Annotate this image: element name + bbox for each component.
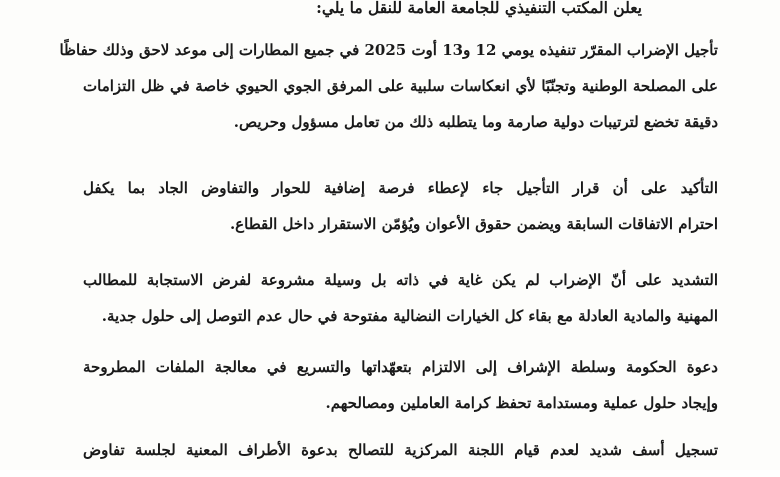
paragraph-line: التأكيد على أن قرار التأجيل جاء لإعطاء فرصة إضافية للحوار والتفاوض الجاد بما يكفل	[83, 179, 718, 197]
paragraph-government-call	[83, 358, 718, 430]
paragraph-line: التشديد على أنّ الإضراب لم يكن غاية في ذاته بل وسيلة مشروعة لفرض الاستجابة للمطالب	[83, 271, 718, 289]
paragraph-line: على المصلحة الوطنية وتجنّبًا لأي انعكاسات سلبية على المرفق الجوي الحيوي خاصة في ظل التزامات	[83, 77, 718, 95]
paragraph-strike-purpose	[83, 271, 718, 343]
paragraph-line: تأجيل الإضراب المقرّر تنفيذه يومي 12 و13 أوت 2025 في جميع المطارات إلى موعد لاحق وذلك حفاظًا	[59, 41, 718, 59]
paragraph-line: دقيقة تخضع لترتيبات دولية صارمة وما يتطلبه ذلك من تعامل مسؤول وحريص.	[233, 113, 718, 131]
paragraph-regret	[83, 441, 718, 477]
paragraph-line: دعوة الحكومة وسلطة الإشراف إلى الالتزام بتعهّداتها والتسريع في معالجة الملفات المطروحة	[83, 358, 718, 376]
paragraph-line: تسجيل أسف شديد لعدم قيام اللجنة المركزية للتصالح بدعوة الأطراف المعنية لجلسة تفاوض	[83, 441, 718, 459]
intro-line: يعلن المكتب التنفيذي للجامعة العامة للنقل ما يلي:	[316, 0, 642, 17]
paragraph-dialogue	[83, 179, 718, 251]
paragraph-postponement	[59, 41, 718, 149]
paragraph-line: احترام الاتفاقات السابقة ويضمن حقوق الأعوان ويُؤمّن الاستقرار داخل القطاع.	[229, 215, 718, 233]
paragraph-line: وإيجاد حلول عملية ومستدامة تحفظ كرامة العاملين ومصالحهم.	[325, 394, 718, 412]
paragraph-line: المهنية والمادية العادلة مع بقاء كل الخيارات النضالية مفتوحة في حال عدم التوصل إلى حلول جدية.	[101, 307, 718, 325]
